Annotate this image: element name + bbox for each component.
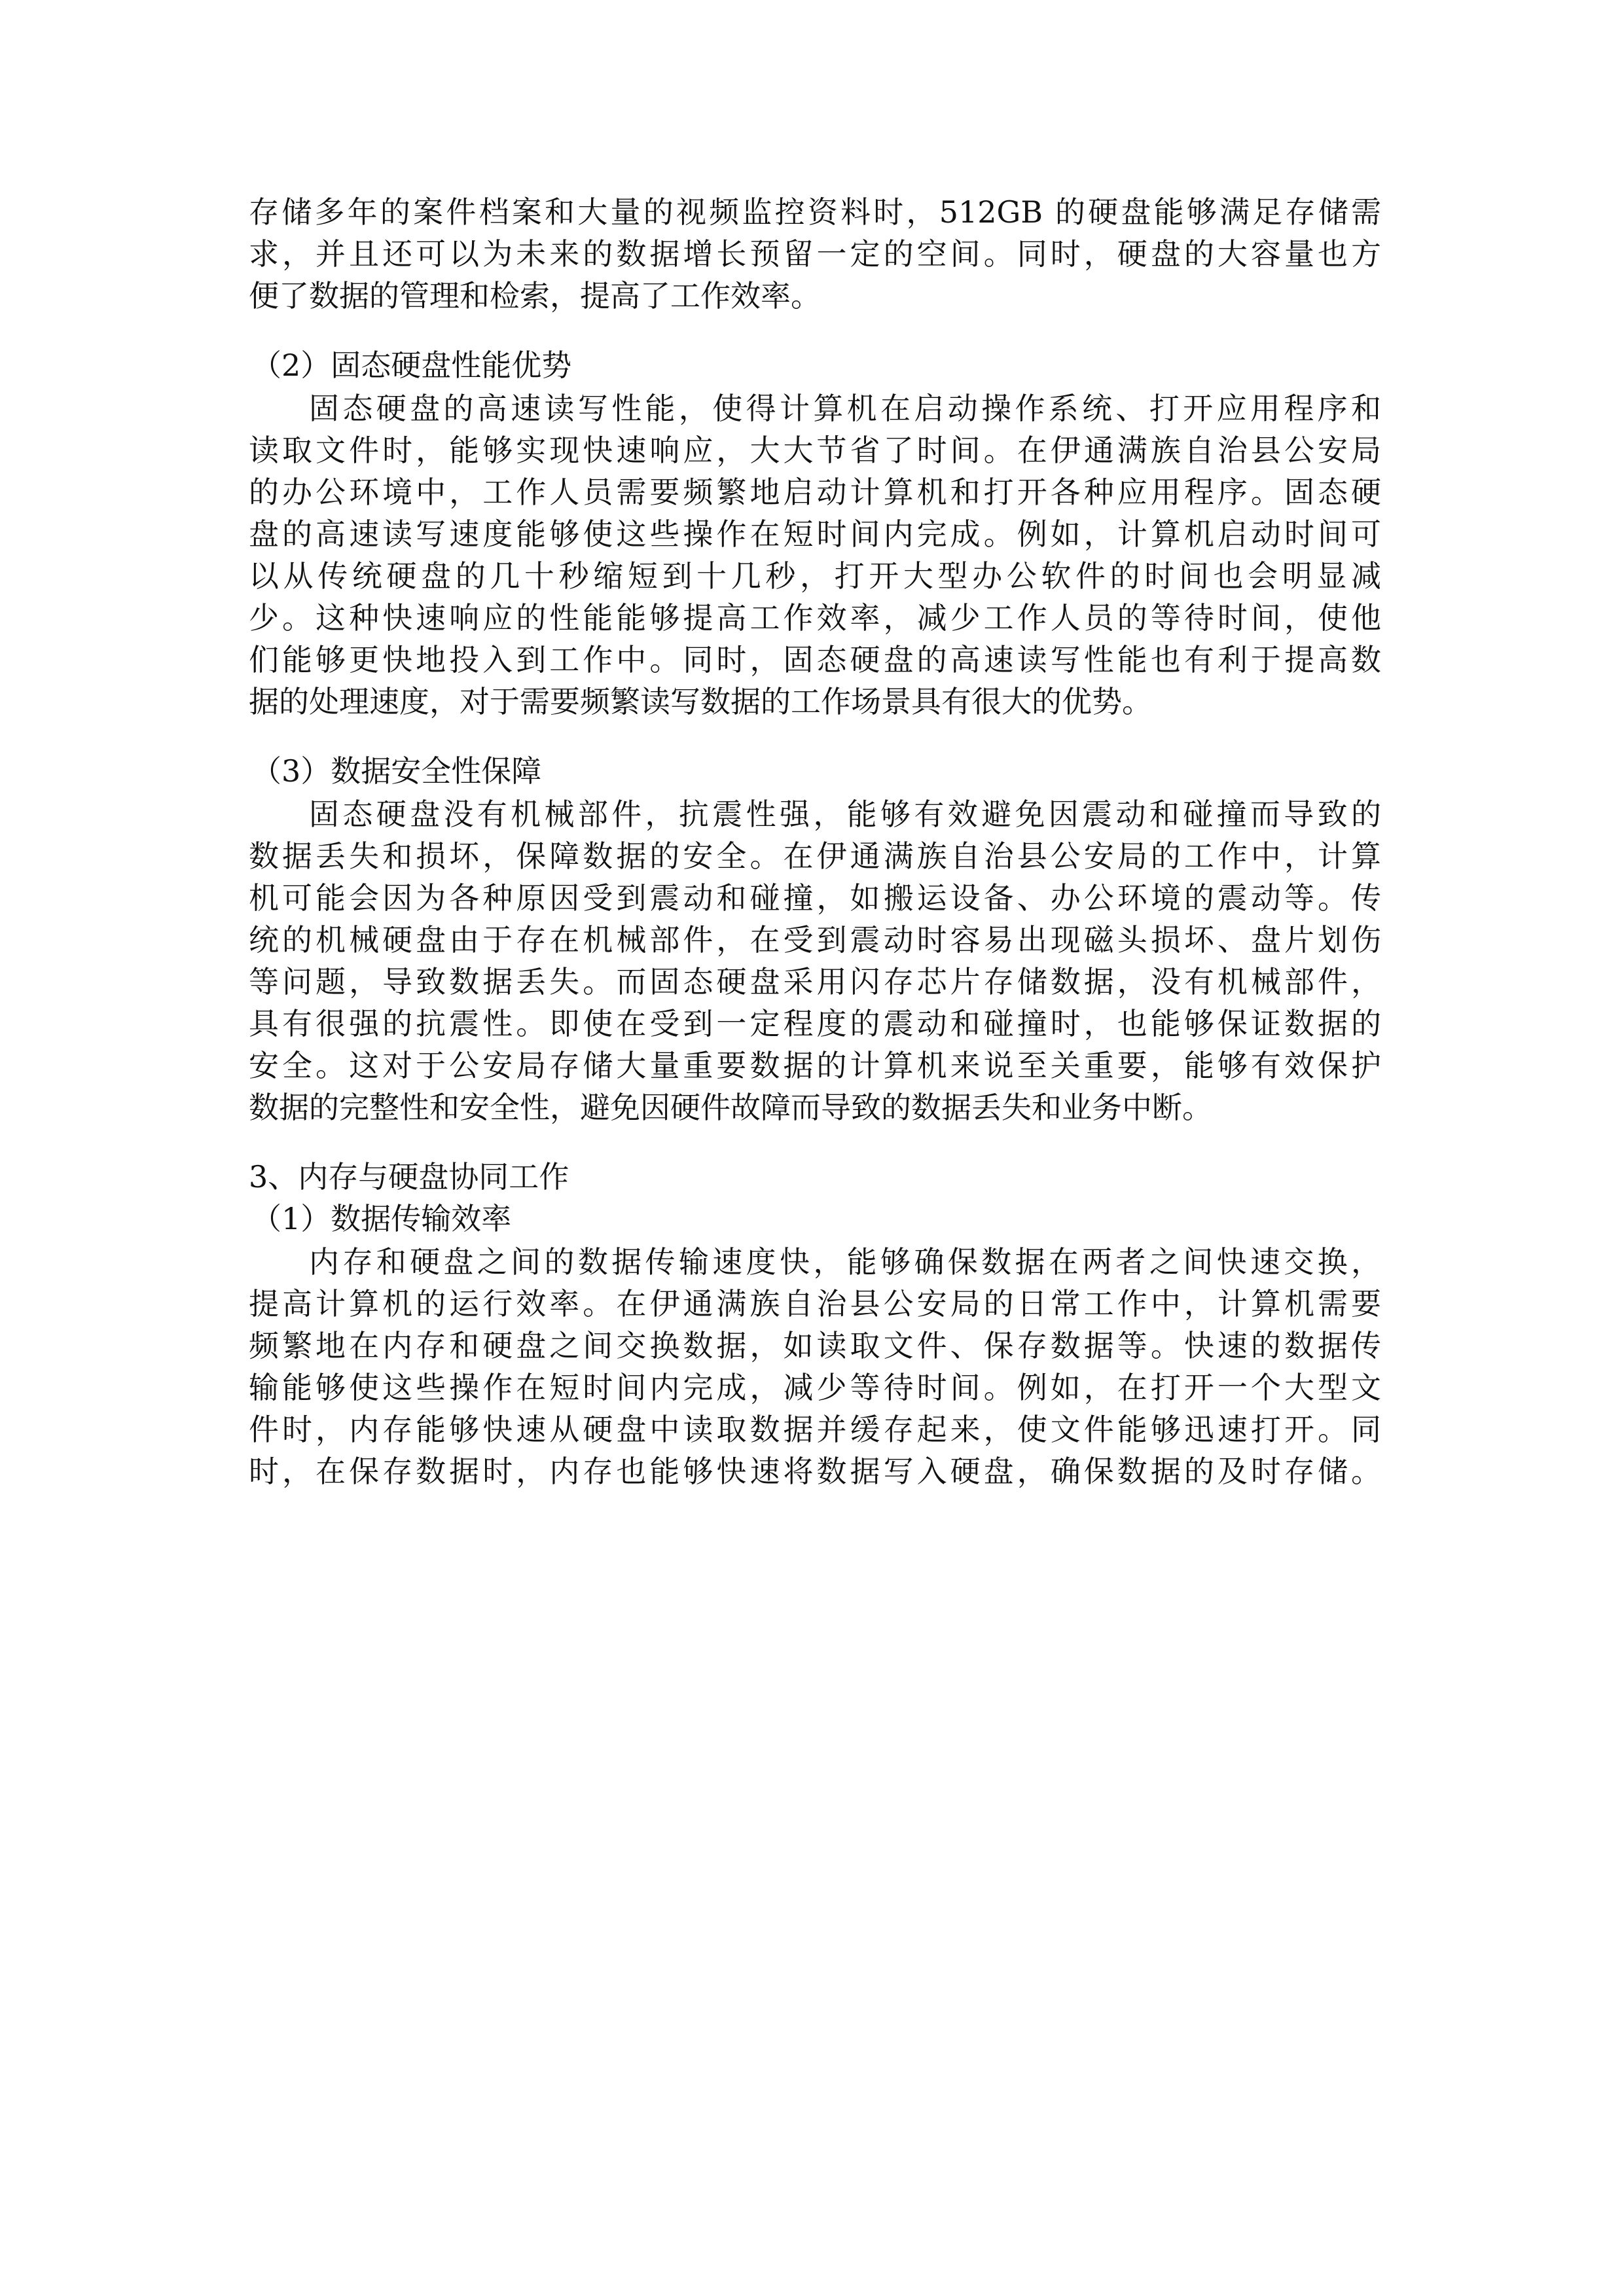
text-line: 的办公环境中，工作人员需要频繁地启动计算机和打开各种应用程序。固态硬 bbox=[249, 475, 1381, 510]
text-line: 读取文件时，能够实现快速响应，大大节省了时间。在伊通满族自治县公安局 bbox=[249, 433, 1381, 468]
text-line: 便了数据的管理和检索，提高了工作效率。 bbox=[249, 278, 821, 314]
text-line: 机可能会因为各种原因受到震动和碰撞，如搬运设备、办公环境的震动等。传 bbox=[249, 880, 1381, 916]
subheading-transfer-efficiency: （1）数据传输效率 bbox=[251, 1201, 512, 1236]
text-line: 以从传统硬盘的几十秒缩短到十几秒，打开大型办公软件的时间也会明显减 bbox=[249, 558, 1381, 594]
text-line: 存储多年的案件档案和大量的视频监控资料时，512GB 的硬盘能够满足存储需 bbox=[249, 194, 1381, 230]
text-line: 数据丢失和损坏，保障数据的安全。在伊通满族自治县公安局的工作中，计算 bbox=[249, 838, 1381, 874]
text-line: 少。这种快速响应的性能能够提高工作效率，减少工作人员的等待时间，使他 bbox=[249, 600, 1381, 636]
text-line: 输能够使这些操作在短时间内完成，减少等待时间。例如，在打开一个大型文 bbox=[249, 1370, 1381, 1405]
text-line: 具有很强的抗震性。即使在受到一定程度的震动和碰撞时，也能够保证数据的 bbox=[249, 1006, 1381, 1041]
text-line: 内存和硬盘之间的数据传输速度快，能够确保数据在两者之间快速交换， bbox=[309, 1244, 1381, 1280]
document-page bbox=[249, 191, 1381, 1492]
paragraph-data-security bbox=[249, 793, 1381, 1128]
text-line: 时，在保存数据时，内存也能够快速将数据写入硬盘，确保数据的及时存储。 bbox=[249, 1454, 1381, 1489]
text-line: 统的机械硬盘由于存在机械部件，在受到震动时容易出现磁头损坏、盘片划伤 bbox=[249, 922, 1381, 958]
text-line: 件时，内存能够快速从硬盘中读取数据并缓存起来，使文件能够迅速打开。同 bbox=[249, 1412, 1381, 1447]
text-line: 盘的高速读写速度能够使这些操作在短时间内完成。例如，计算机启动时间可 bbox=[249, 516, 1381, 552]
text-line: 安全。这对于公安局存储大量重要数据的计算机来说至关重要，能够有效保护 bbox=[249, 1048, 1381, 1083]
text-line: 据的处理速度，对于需要频繁读写数据的工作场景具有很大的优势。 bbox=[249, 684, 1152, 719]
paragraph-storage-capacity bbox=[249, 191, 1381, 317]
text-line: 固态硬盘没有机械部件，抗震性强，能够有效避免因震动和碰撞而导致的 bbox=[309, 797, 1381, 832]
paragraph-transfer-efficiency bbox=[249, 1241, 1381, 1492]
section-heading-memory-disk: 3、内存与硬盘协同工作 bbox=[249, 1159, 569, 1194]
subheading-data-security: （3）数据安全性保障 bbox=[251, 753, 542, 789]
text-line: 求，并且还可以为未来的数据增长预留一定的空间。同时，硬盘的大容量也方 bbox=[249, 236, 1381, 272]
text-line: 数据的完整性和安全性，避免因硬件故障而导致的数据丢失和业务中断。 bbox=[249, 1090, 1212, 1125]
text-line: 们能够更快地投入到工作中。同时，固态硬盘的高速读写性能也有利于提高数 bbox=[249, 642, 1381, 677]
subheading-ssd-performance: （2）固态硬盘性能优势 bbox=[251, 348, 572, 383]
text-line: 提高计算机的运行效率。在伊通满族自治县公安局的日常工作中，计算机需要 bbox=[249, 1286, 1381, 1321]
paragraph-ssd-performance bbox=[249, 387, 1381, 723]
text-line: 等问题，导致数据丢失。而固态硬盘采用闪存芯片存储数据，没有机械部件， bbox=[249, 964, 1381, 999]
text-line: 固态硬盘的高速读写性能，使得计算机在启动操作系统、打开应用程序和 bbox=[309, 391, 1381, 426]
text-line: 频繁地在内存和硬盘之间交换数据，如读取文件、保存数据等。快速的数据传 bbox=[249, 1328, 1381, 1363]
